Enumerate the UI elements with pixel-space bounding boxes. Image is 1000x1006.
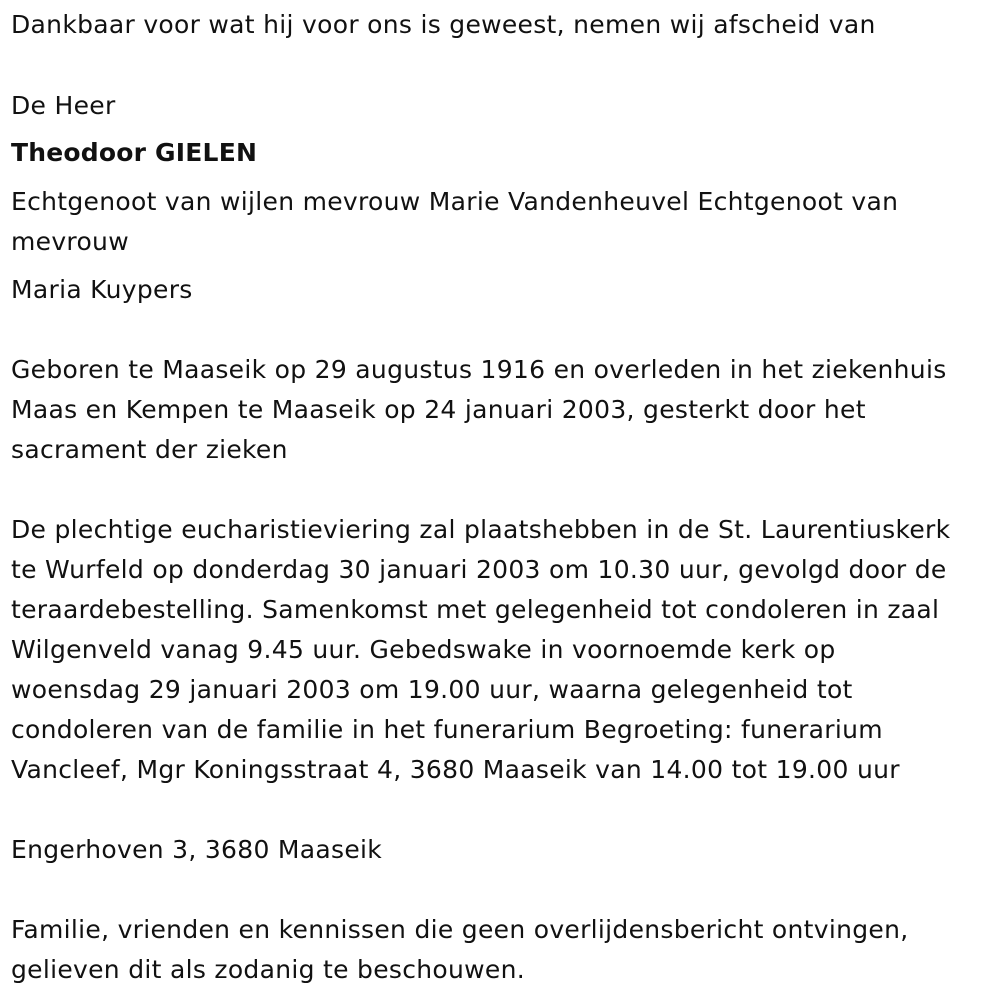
- spouse-line-1: Echtgenoot van wijlen mevrouw Marie Vandenheuvel Echtgenoot van: [11, 187, 899, 216]
- ceremony-line-6: condoleren van de familie in het funerarium Begroeting: funerarium: [11, 715, 883, 744]
- birth-death-line-1: Geboren te Maaseik op 29 augustus 1916 en overleden in het ziekenhuis: [11, 355, 947, 384]
- ceremony-line-7: Vancleef, Mgr Koningsstraat 4, 3680 Maaseik van 14.00 tot 19.00 uur: [11, 755, 900, 784]
- birth-death-line-3: sacrament der zieken: [11, 435, 288, 464]
- closing-line-1: Familie, vrienden en kennissen die geen overlijdensbericht ontvingen,: [11, 915, 909, 944]
- birth-death-line-2: Maas en Kempen te Maaseik op 24 januari 2003, gesterkt door het: [11, 395, 866, 424]
- ceremony-line-4: Wilgenveld vanag 9.45 uur. Gebedswake in voornoemde kerk op: [11, 635, 836, 664]
- spouse-line-2: mevrouw: [11, 227, 129, 256]
- spouse-line-3: Maria Kuypers: [11, 275, 193, 304]
- intro-text: Dankbaar voor wat hij voor ons is geweest, nemen wij afscheid van: [11, 10, 876, 39]
- ceremony-line-1: De plechtige eucharistieviering zal plaatshebben in de St. Laurentiuskerk: [11, 515, 951, 544]
- ceremony-line-5: woensdag 29 januari 2003 om 19.00 uur, waarna gelegenheid tot: [11, 675, 853, 704]
- ceremony-line-3: teraardebestelling. Samenkomst met gelegenheid tot condoleren in zaal: [11, 595, 940, 624]
- closing-line-2: gelieven dit als zodanig te beschouwen.: [11, 955, 525, 984]
- deceased-name: Theodoor GIELEN: [11, 138, 258, 167]
- salutation: De Heer: [11, 91, 116, 120]
- address: Engerhoven 3, 3680 Maaseik: [11, 835, 383, 864]
- ceremony-line-2: te Wurfeld op donderdag 30 januari 2003 om 10.30 uur, gevolgd door de: [11, 555, 947, 584]
